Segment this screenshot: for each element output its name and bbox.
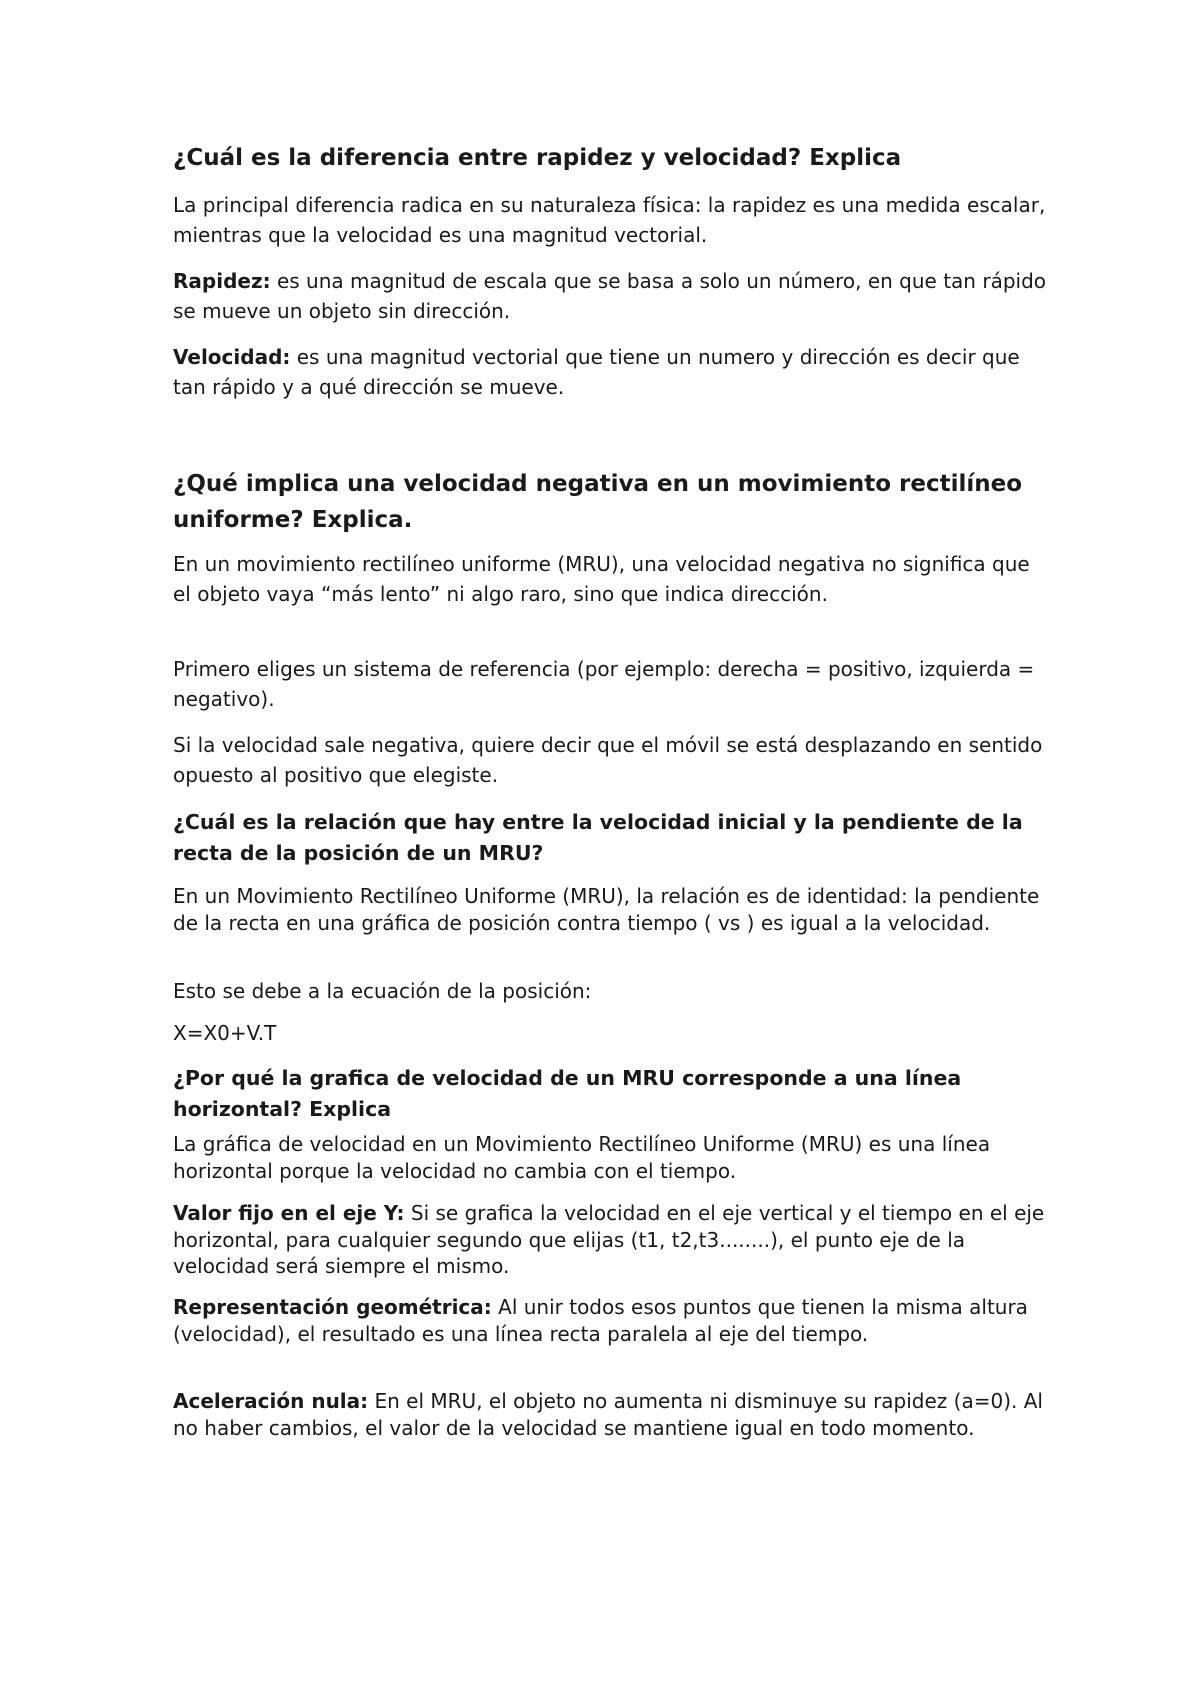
section1-intro-paragraph: La principal diferencia radica en su naturaleza física: la rapidez es una medida escalar, mientras que la velocidad es una magnitud vectorial. <box>173 193 1046 247</box>
position-formula: X=X0+V.T <box>173 1021 277 1045</box>
valor-fijo-text: Si se grafica la velocidad en el eje vertical y el tiempo en el eje horizontal, para cualquier segundo que elijas (t1, t2,t3........), el punto eje de la velocidad será siempre el mismo. <box>173 1201 1045 1278</box>
section3-paragraph-2: Esto se debe a la ecuación de la posición: <box>173 979 592 1003</box>
section1-heading: ¿Cuál es la diferencia entre rapidez y velocidad? Explica <box>173 145 902 171</box>
section4-paragraph-1: La gráfica de velocidad en un Movimiento Rectilíneo Uniforme (MRU) es una línea horizontal porque la velocidad no cambia con el tiempo. <box>173 1132 991 1183</box>
section2-paragraph-1: En un movimiento rectilíneo uniforme (MRU), una velocidad negativa no significa que el objeto vaya “más lento” ni algo raro, sino que indica dirección. <box>173 552 1030 606</box>
rapidez-term: Rapidez: <box>173 269 271 293</box>
aceleracion-paragraph <box>173 1388 1053 1441</box>
section3-paragraph-1: En un Movimiento Rectilíneo Uniforme (MRU), la relación es de identidad: la pendiente de la recta en una gráfica de posición contra tiempo ( vs ) es igual a la velocidad. <box>173 884 1040 935</box>
velocidad-text: es una magnitud vectorial que tiene un numero y dirección es decir que tan rápido y a qué dirección se mueve. <box>173 345 1020 399</box>
section3-heading: ¿Cuál es la relación que hay entre la velocidad inicial y la pendiente de la recta de la posición de un MRU? <box>173 810 1023 865</box>
representacion-paragraph <box>173 1294 1053 1347</box>
rapidez-text: es una magnitud de escala que se basa a solo un número, en que tan rápido se mueve un objeto sin dirección. <box>173 269 1047 323</box>
valor-fijo-term: Valor fijo en el eje Y: <box>173 1201 405 1225</box>
section2-heading: ¿Qué implica una velocidad negativa en un movimiento rectilíneo uniforme? Explica. <box>173 471 1023 533</box>
rapidez-paragraph <box>173 267 1053 326</box>
aceleracion-term: Aceleración nula: <box>173 1389 369 1413</box>
section2-paragraph-2: Primero eliges un sistema de referencia (por ejemplo: derecha = positivo, izquierda = negativo). <box>173 657 1035 711</box>
section4-heading: ¿Por qué la grafica de velocidad de un MRU corresponde a una línea horizontal? Explica <box>173 1066 962 1121</box>
valor-fijo-paragraph <box>173 1200 1053 1280</box>
velocidad-term: Velocidad: <box>173 345 291 369</box>
aceleracion-text: En el MRU, el objeto no aumenta ni disminuye su rapidez (a=0). Al no haber cambios, el valor de la velocidad se mantiene igual en todo momento. <box>173 1389 1043 1440</box>
section2-paragraph-3: Si la velocidad sale negativa, quiere decir que el móvil se está desplazando en sentido opuesto al positivo que elegiste. <box>173 733 1043 787</box>
representacion-text: Al unir todos esos puntos que tienen la misma altura (velocidad), el resultado es una línea recta paralela al eje del tiempo. <box>173 1295 1028 1346</box>
velocidad-paragraph <box>173 343 1053 402</box>
representacion-term: Representación geométrica: <box>173 1295 492 1319</box>
